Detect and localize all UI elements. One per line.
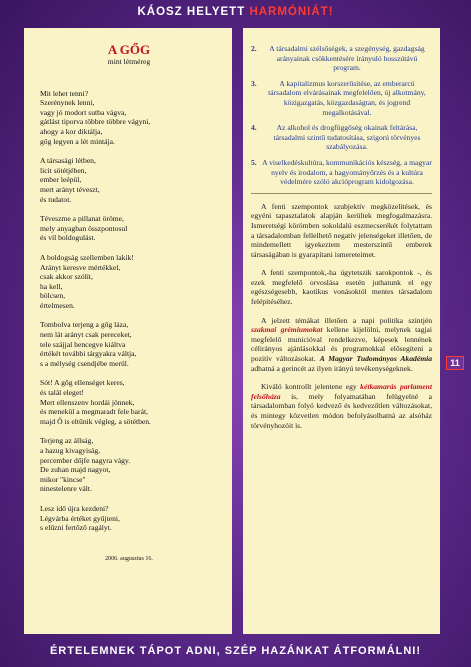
paragraph-3-emphasis-2: A Magyar Tudományos Akadémia [319, 354, 433, 364]
list-item-text: A kapitalizmus korszerűsítése, az emberarcú társadalom elvárásainak megfelelően, új alkotmány, közigazgatás, közgazdaságtan, és jogrend megalkotásával. [268, 78, 426, 117]
poem-line: ahogy a kor diktálja, [40, 126, 103, 136]
poem-stanza [40, 320, 218, 368]
poem-stanza [40, 504, 218, 533]
paragraph-3-text-2: kellene kijelölni, melynek tagjai megfelelő municióval rendelkezve, képesek lennének célirányos ajánlásokkal és programokkal elősegíteni a pozitív változásokat. [251, 325, 432, 364]
paragraph-4 [251, 382, 432, 430]
poem-date: 2006. augusztus 16. [105, 555, 153, 562]
poem-line: ember leépül, [40, 175, 82, 185]
poem-column [24, 28, 232, 634]
poem-line: mert arányt téveszt, [40, 184, 100, 194]
poem-line: tele szájjal hencegve kiáltva [40, 339, 126, 349]
paragraph-3-text: A jelzett témákat illetően a napi politika szintjén [261, 315, 432, 325]
poem-line: Arányt keresve mértékkel, [40, 262, 121, 272]
poem-line: gőg legyen a lét mintája. [40, 136, 115, 146]
poem-line: Terjeng az állság, [40, 436, 94, 446]
poem-line: Téveszme a pillanat öröme, [40, 214, 124, 224]
poem-stanza [40, 156, 218, 204]
poem-line: csak akkor szólít, [40, 272, 93, 282]
poem-line: Sót! A gőg ellenséget keres, [40, 378, 125, 388]
poem-line: és menekül a megmaradt fele barát, [40, 407, 148, 417]
article-column [243, 28, 440, 634]
paragraph-4-emphasis: kétkamarás parlament felsőháza [251, 382, 433, 401]
poem-line: mely anyagban összpontosul [40, 223, 128, 233]
list-item [251, 44, 432, 73]
poem-line: Lesz idő újra kezdeni? [40, 503, 109, 513]
poem-stanza [40, 253, 218, 311]
list-item-number: 3. [251, 78, 257, 88]
list-item-number: 5. [251, 157, 257, 167]
poem-line: Mert ellenszenv hordái jönnek, [40, 397, 135, 407]
poem-line: ninestelenre vált. [40, 484, 92, 494]
poem-stanza [40, 89, 218, 147]
paragraph-4-text: Kiváló kontrollt jelentene egy [261, 382, 357, 392]
poem-line: s elűzni fertőző ragályt. [40, 523, 112, 533]
header-text: KÁOSZ HELYETT [137, 6, 250, 18]
poem-line: Légvárba értéket gyűjteni, [40, 513, 120, 523]
poem-line: De zuhan majd nagyot, [40, 465, 111, 475]
poem-line: Mit lehet tenni? [40, 88, 89, 98]
divider [251, 193, 432, 194]
list-item [251, 79, 432, 117]
page-footer: ÉRTELEMNEK TÁPOT ADNI, SZÉP HAZÁNKAT ÁTFORMÁLNI! [49, 645, 422, 657]
poem-line: és tudatot. [40, 194, 72, 204]
poem-line: és talál eleget! [40, 388, 84, 398]
poem-line: licit sötétjében, [40, 165, 87, 175]
poem-body [40, 89, 218, 533]
list-item-number: 4. [251, 123, 257, 133]
list-item-text: Az alkohol és drogfüggőség okainak feltárása, társadalmi szintű tudatosítása, szigorú törvényes szabályozása. [273, 123, 421, 152]
poem-stanza [40, 378, 218, 426]
poem-line: s a mélység csendjébe merül. [40, 358, 129, 368]
poem-line: értékét további tárgyakra váltja, [40, 349, 137, 359]
poem-line: percember dőjfe nagyra vágy. [40, 455, 131, 465]
poem-line: mikor "kincse" [40, 474, 86, 484]
poem-line: bölcsen, [40, 291, 66, 301]
page-number-badge: 11 [446, 356, 464, 370]
poem-line: értelmesen. [40, 300, 75, 310]
page-header [0, 6, 471, 18]
poem-line: ha kell, [40, 281, 63, 291]
poem-subtitle: mint létméreg [107, 57, 151, 66]
numbered-list [251, 44, 432, 187]
poem-line: vagy jó modort sutba vágva, [40, 107, 127, 117]
poem-line: majd Ő is eltűnik végleg, a sötétben. [40, 416, 151, 426]
paragraph-1: A fenti szempontok szubjektív megközelítések, és egyéni tapasztalatok alapján kerültek megfogalmazásra. Ismeretségi körömben sokoldalú eszmecserékét folytattam a társadalomban fellelhető negatív jelenségeket illetően, de mindemellett igyekeztem mesterszintű emberek társaságában is gyarapítani ismereteimet. [251, 201, 432, 259]
poem-line: Szerénynek lenni, [40, 98, 95, 108]
poem-stanza [40, 436, 218, 494]
list-item-text: A társadalmi szélsőségek, a szegénység, gazdagság arányainak csökkentésére irányuló hosszútávú program. [269, 44, 425, 73]
poem-line: gátlást tiporva többre többre vágyni, [40, 117, 151, 127]
paragraph-3-text-3: adhatná a gerincét az ilyen irányú tevékenységeknek. [251, 363, 413, 373]
paragraph-2: A fenti szempontok,-ha úgytetszik sarokpontok -, és ezek megfelelő orvoslása esetén juthatunk el egy egészségesebb, kaotikus vonásoktól mentes társadalom felépítéséhez. [251, 268, 432, 307]
paragraph-3-emphasis: szakmai grémiumokat [251, 325, 323, 335]
poem-line: a hazug kivagyiság, [40, 446, 101, 455]
list-item-number: 2. [251, 44, 257, 53]
list-item-text: A viselkedéskultúra, kommunikációs készség, a magyar nyelv és irodalom, a hagyományőrzés és a kultúra védelmére szóló akcióprogram kidolgozása. [262, 157, 432, 187]
list-item [251, 158, 432, 187]
poem-line: A boldogság szellemben lakik! [40, 252, 134, 262]
poem-line: Tombolva terjeng a gőg láza, [40, 320, 129, 330]
list-item [251, 123, 432, 152]
paragraph-4-text-2: is, mely folyamatában felügyelné a társadalomban folyó kedvező és kedvezőtlen változásokat, és mintegy közvetlen módon befolyásolhatná az alsóház törvényhozóit is. [251, 391, 432, 430]
header-accent-text: HARMÓNIÁT! [249, 6, 334, 18]
poem-line: A társasági létben, [40, 156, 96, 166]
paragraph-3 [251, 316, 432, 374]
poem-line: nem lát arányt csak pereceket, [40, 330, 132, 340]
poem-line: és víl boldogulást. [40, 233, 96, 243]
poem-stanza [40, 214, 218, 243]
poem-title: A GŐG [107, 42, 151, 57]
